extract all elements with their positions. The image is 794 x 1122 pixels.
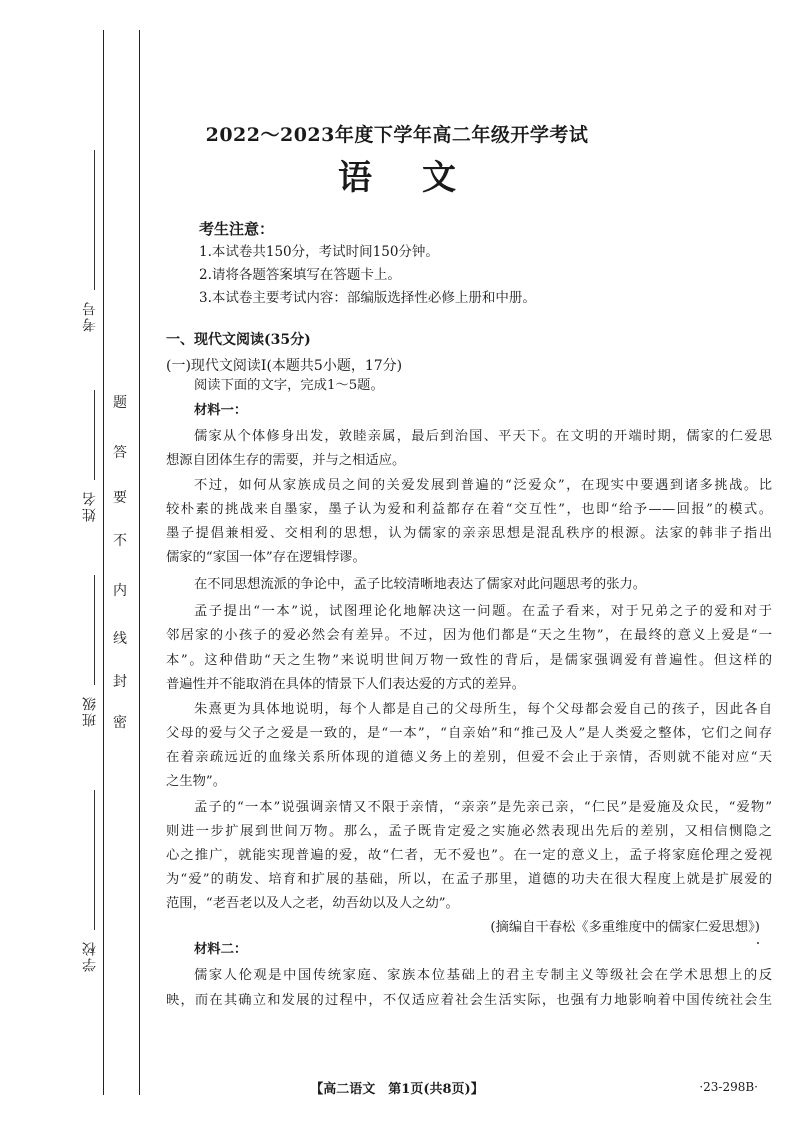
seal-char: 内 bbox=[113, 583, 127, 599]
text-line: 邻居家的小孩子的爱必然会有差异。不过，因为他们都是“天之生物”，在最终的意义上爱是“一 bbox=[166, 628, 772, 643]
text-line: 墨子提倡兼相爱、交相利的思想，认为儒家的亲亲思想是混乱秩序的根源。法家的韩非子指出 bbox=[166, 526, 772, 541]
notice-item: 2.请将各题答案填写在答题卡上。 bbox=[199, 267, 401, 283]
name-label: 姓名 bbox=[82, 490, 98, 522]
seal-char: 封 bbox=[113, 674, 127, 690]
exam-no-label: 考号 bbox=[82, 300, 98, 332]
instruction: 阅读下面的文字，完成1～5题。 bbox=[194, 378, 384, 393]
text-line: 不过，如何从家族成员之间的关爱发展到普遍的“泛爱众”，在现实中要遇到诸多挑战。比 bbox=[194, 478, 772, 493]
text-line: 心之推广，就能实现普遍的爱，故“仁者，无不爱也”。在一定的意义上，孟子将家庭伦理之爱视 bbox=[166, 848, 772, 863]
text-line: 朱熹更为具体地说明，每个人都是自己的父母所生，每个父母都会爱自己的孩子，因此各自 bbox=[194, 702, 772, 717]
notice-item: 1.本试卷共150分，考试时间150分钟。 bbox=[199, 244, 439, 260]
material1-label: 材料一： bbox=[194, 403, 248, 418]
section-heading: 一、现代文阅读(35分) bbox=[166, 332, 311, 348]
name-blank bbox=[94, 390, 95, 480]
text-line: 在着亲疏远近的血缘关系所体现的道德义务上的差别，但爱不会止于亲情，否则就不能对应“天 bbox=[166, 750, 772, 765]
seal-char: 线 bbox=[113, 631, 127, 647]
text-line: 本”。这种借助“天之生物”来说明世间万物一致性的背后，是儒家强调爱有普遍性。但这样的 bbox=[166, 653, 772, 668]
seal-char: 答 bbox=[113, 445, 127, 461]
seal-char: 不 bbox=[113, 533, 127, 549]
text-line: 为“爱”的萌发、培育和扩展的基础，所以，在孟子那里，道德的功夫在很大程度上就是扩展爱的 bbox=[166, 872, 772, 887]
material1-source: (摘编自干春松《多重维度中的儒家仁爱思想》) bbox=[490, 920, 760, 935]
class-label: 班级 bbox=[82, 695, 98, 727]
notice-item: 3.本试卷主要考试内容：部编版选择性必修上册和中册。 bbox=[199, 290, 536, 306]
exam-title: 2022～2023年度下学年高二年级开学考试 bbox=[205, 124, 589, 146]
material2-label: 材料二： bbox=[194, 942, 248, 957]
text-line: 孟子的“一本”说强调亲情又不限于亲情，“亲亲”是先亲己亲，“仁民”是爱施及众民，“爱物” bbox=[194, 800, 772, 815]
text-line: 则进一步扩展到世间万物。那么，孟子既肯定爱之实施必然表现出先后的差别，又相信恻隐之 bbox=[166, 824, 772, 839]
text-line: 范围，“老吾老以及人之老，幼吾幼以及人之幼”。 bbox=[166, 896, 459, 911]
text-line: 较朴素的挑战来自墨家，墨子认为爱和利益都存在着“交互性”，也即“给予——回报”的模式。 bbox=[166, 502, 772, 517]
text-line: 儒家的“家国一体”存在逻辑悖谬。 bbox=[166, 550, 366, 565]
class-blank bbox=[94, 575, 95, 685]
text-line: 映，而在其确立和发展的过程中，不仅适应着社会生活实际，也强有力地影响着中国传统社会生 bbox=[166, 993, 772, 1008]
seal-char: 密 bbox=[113, 715, 127, 731]
notice-heading: 考生注意： bbox=[199, 220, 275, 238]
sub-section-heading: (一)现代文阅读Ⅰ(本题共5小题，17分) bbox=[166, 358, 403, 374]
text-line: 父母的爱与父子之爱是一致的，是“一本”，“自亲始”和“推己及人”是人类爱之整体，它们之间存 bbox=[166, 726, 772, 741]
text-line: 儒家从个体修身出发，敦睦亲属，最后到治国、平天下。在文明的开端时期，儒家的仁爱思 bbox=[194, 429, 772, 444]
page-footer: 【高二语文 第1页(共8页)】 bbox=[310, 1082, 484, 1097]
text-line: 想源自团体生存的需要，并与之相适应。 bbox=[166, 453, 406, 468]
school-blank bbox=[94, 790, 95, 930]
seal-char: 题 bbox=[113, 395, 127, 411]
text-line: 儒家人伦观是中国传统家庭、家族本位基础上的君主专制主义等级社会在学术思想上的反 bbox=[194, 968, 772, 983]
seal-char: 要 bbox=[113, 490, 127, 506]
text-line: 在不同思想流派的争论中，孟子比较清晰地表达了儒家对此问题思考的张力。 bbox=[194, 577, 647, 592]
text-line: 孟子提出“一本”说，试图理论化地解决这一问题。在孟子看来，对于兄弟之子的爱和对于 bbox=[194, 604, 772, 619]
text-line: 之生物”。 bbox=[166, 774, 226, 789]
exam-code: ·23-298B· bbox=[699, 1080, 758, 1094]
stray-mark bbox=[757, 942, 759, 944]
subject-title: 语文 bbox=[338, 158, 506, 198]
school-label: 学校 bbox=[82, 940, 98, 972]
text-line: 普遍性并不能取消在具体的情景下人们表达爱的方式的差异。 bbox=[166, 677, 526, 692]
